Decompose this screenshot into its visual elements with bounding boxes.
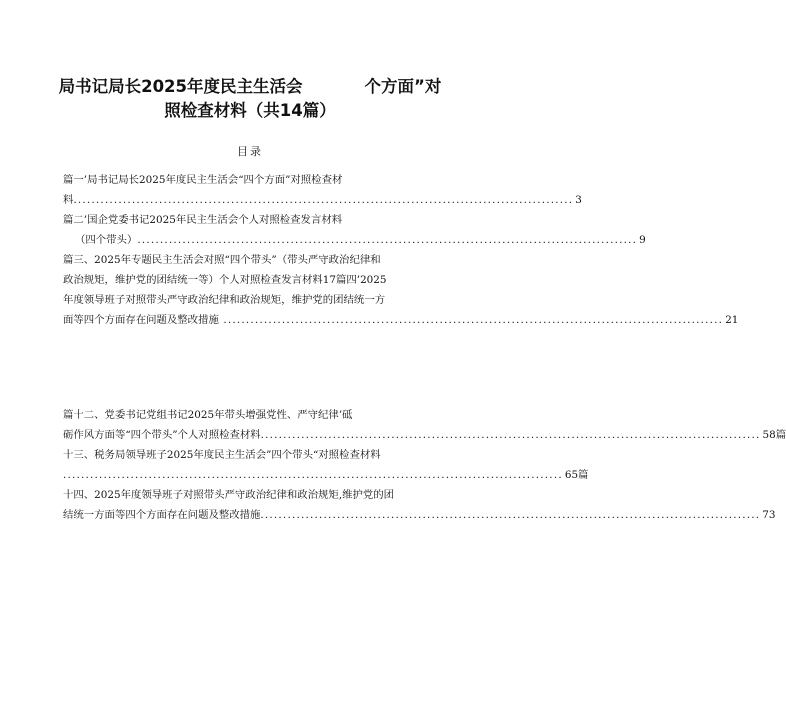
- document-title-line-2: 照检查材料（共14篇）: [164, 101, 336, 120]
- toc-entry-text: 年度领导班子对照带头严守政治纪律和政治规矩，维护党的团结统一方: [63, 294, 386, 306]
- toc-dot-leader: ...............................................................................................................: [63, 469, 563, 481]
- toc-entry-1[interactable]: [63, 170, 582, 210]
- toc-entry-text: 政治规矩，维护党的团结统一等）个人对照检查发言材料17篇四’2025: [63, 274, 387, 286]
- toc-dot-leader: ...............................................................................................................: [73, 194, 574, 206]
- toc-leader-line: [63, 190, 582, 210]
- toc-leader-line: [63, 230, 646, 250]
- toc-entry-12[interactable]: [63, 405, 786, 445]
- toc-entry-13[interactable]: [63, 445, 589, 485]
- toc-entry-text: 篇三、2025年专题民主生活会对照“四个带头”（带头严守政治纪律和: [63, 254, 381, 266]
- toc-leader-line: [63, 310, 739, 330]
- toc-entry-text: 篇十二、党委书记党组书记2025年带头增强党性、严守纪律’砥: [63, 409, 353, 421]
- toc-dot-leader: ...............................................................................................................: [260, 429, 761, 441]
- toc-entry-tail: 砺作风方面等“四个带头”个人对照检查材料: [63, 429, 261, 441]
- toc-entry-text: 篇二’国企党委书记2025年民主生活会个人对照检查发言材料: [63, 214, 343, 226]
- toc-entry-text: 十三、税务局领导班子2025年度民主生活会”四个带头“对照检查材料: [63, 449, 381, 461]
- toc-page-number: 58篇: [762, 429, 786, 441]
- toc-page-number: 73: [762, 509, 776, 521]
- toc-entry-tail: 结统一方面等四个方面存在问题及整改措施: [63, 509, 261, 521]
- toc-dot-leader: ...............................................................................................................: [218, 314, 724, 326]
- toc-section-1: [63, 170, 739, 330]
- toc-entry-3[interactable]: [63, 250, 739, 330]
- document-title-line-1: [40, 75, 460, 98]
- toc-page-number: 9: [639, 234, 646, 246]
- toc-leader-line: [63, 425, 786, 445]
- title-line1-right: 个方面”对: [364, 77, 442, 96]
- toc-heading: 目录: [237, 145, 263, 158]
- toc-entry-tail: （四个带头）: [75, 234, 138, 246]
- toc-dot-leader: ...............................................................................................................: [260, 509, 761, 521]
- toc-page-number: 65篇: [564, 469, 589, 481]
- toc-entry-tail: 面等四个方面存在问题及整改措施: [63, 314, 219, 326]
- toc-dot-leader: ...............................................................................................................: [137, 234, 638, 246]
- toc-leader-line: [63, 465, 589, 485]
- toc-entry-tail: 料: [63, 194, 74, 206]
- toc-leader-line: [63, 505, 776, 525]
- toc-page-number: 3: [575, 194, 582, 206]
- toc-entry-text: 篇一’局书记局长2025年度民主生活会“四个方面”对照检查材: [63, 174, 343, 186]
- toc-entry-text: 十四、2025年度领导班子对照带头严守政治纪律和政治规矩,维护党的团: [63, 489, 395, 501]
- toc-section-2: [63, 405, 786, 525]
- toc-page-number: 21: [725, 314, 739, 326]
- toc-entry-2[interactable]: [63, 210, 646, 250]
- toc-entry-14[interactable]: [63, 485, 776, 525]
- title-line1-left: 局书记局长2025年度民主生活会: [58, 77, 303, 96]
